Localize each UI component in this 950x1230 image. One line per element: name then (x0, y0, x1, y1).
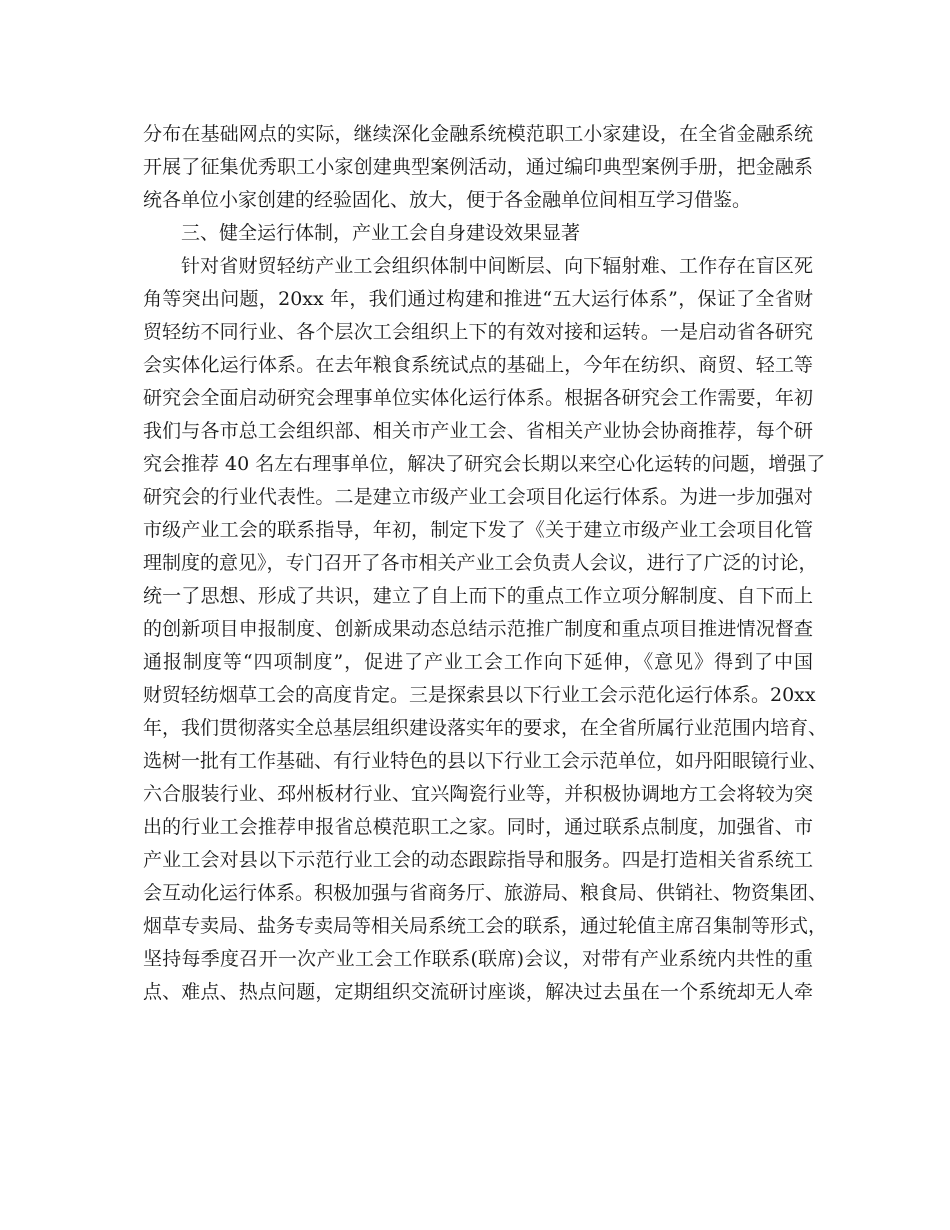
text-line: 研究会的行业代表性。二是建立市级产业工会项目化运行体系。为进一步加强对 (143, 486, 813, 508)
text-line: 针对省财贸轻纺产业工会组织体制中间断层、向下辐射难、工作存在盲区死 (181, 255, 813, 277)
text-line: 年，我们贯彻落实全总基层组织建设落实年的要求，在全省所属行业范围内培育、 (143, 717, 828, 739)
text-line: 财贸轻纺烟草工会的高度肯定。三是探索县以下行业工会示范化运行体系。20xx (143, 684, 816, 706)
text-line: 点、难点、热点问题，定期组织交流研讨座谈，解决过去虽在一个系统却无人牵 (143, 981, 813, 1003)
text-line: 研究会全面启动研究会理事单位实体化运行体系。根据各研究会工作需要，年初 (143, 387, 813, 409)
text-line: 出的行业工会推荐申报省总模范职工之家。同时，通过联系点制度，加强省、市 (143, 816, 813, 838)
text-line: 选树一批有工作基础、有行业特色的县以下行业工会示范单位，如丹阳眼镜行业、 (143, 750, 828, 772)
text-line: 市级产业工会的联系指导，年初，制定下发了《关于建立市级产业工会项目化管 (143, 519, 813, 541)
text-line: 贸轻纺不同行业、各个层次工会组织上下的有效对接和运转。一是启动省各研究 (143, 321, 813, 343)
body-text (143, 118, 828, 1009)
text-line: 烟草专卖局、盐务专卖局等相关局系统工会的联系，通过轮值主席召集制等形式， (143, 915, 828, 937)
text-line: 产业工会对县以下示范行业工会的动态跟踪指导和服务。四是打造相关省系统工 (143, 849, 813, 871)
text-line: 我们与各市总工会组织部、相关市产业工会、省相关产业协会协商推荐，每个研 (143, 420, 813, 442)
text-line: 的创新项目申报制度、创新成果动态总结示范推广制度和重点项目推进情况督查 (143, 618, 813, 640)
text-line: 统各单位小家创建的经验固化、放大，便于各金融单位间相互学习借鉴。 (143, 189, 752, 211)
text-line: 通报制度等“四项制度”，促进了产业工会工作向下延伸，《意见》得到了中国 (143, 651, 813, 673)
section-heading: 三、健全运行体制，产业工会自身建设效果显著 (181, 222, 581, 244)
text-line: 统一了思想、形成了共识，建立了自上而下的重点工作立项分解制度、自下而上 (143, 585, 813, 607)
text-line: 坚持每季度召开一次产业工会工作联系(联席)会议，对带有产业系统内共性的重 (143, 948, 813, 970)
text-line: 会实体化运行体系。在去年粮食系统试点的基础上，今年在纺织、商贸、轻工等 (143, 354, 813, 376)
text-line: 理制度的意见》，专门召开了各市相关产业工会负责人会议，进行了广泛的讨论， (143, 552, 818, 574)
text-line: 开展了征集优秀职工小家创建典型案例活动，通过编印典型案例手册，把金融系 (143, 156, 813, 178)
text-line: 分布在基础网点的实际，继续深化金融系统模范职工小家建设，在全省金融系统 (143, 123, 813, 145)
text-line: 会互动化运行体系。积极加强与省商务厅、旅游局、粮食局、供销社、物资集团、 (143, 882, 828, 904)
text-line: 六合服装行业、邳州板材行业、宜兴陶瓷行业等，并积极协调地方工会将较为突 (143, 783, 813, 805)
text-line: 角等突出问题，20xx 年，我们通过构建和推进“五大运行体系”，保证了全省财 (143, 288, 813, 310)
text-line: 究会推荐 40 名左右理事单位，解决了研究会长期以来空心化运转的问题，增强了 (143, 453, 826, 475)
